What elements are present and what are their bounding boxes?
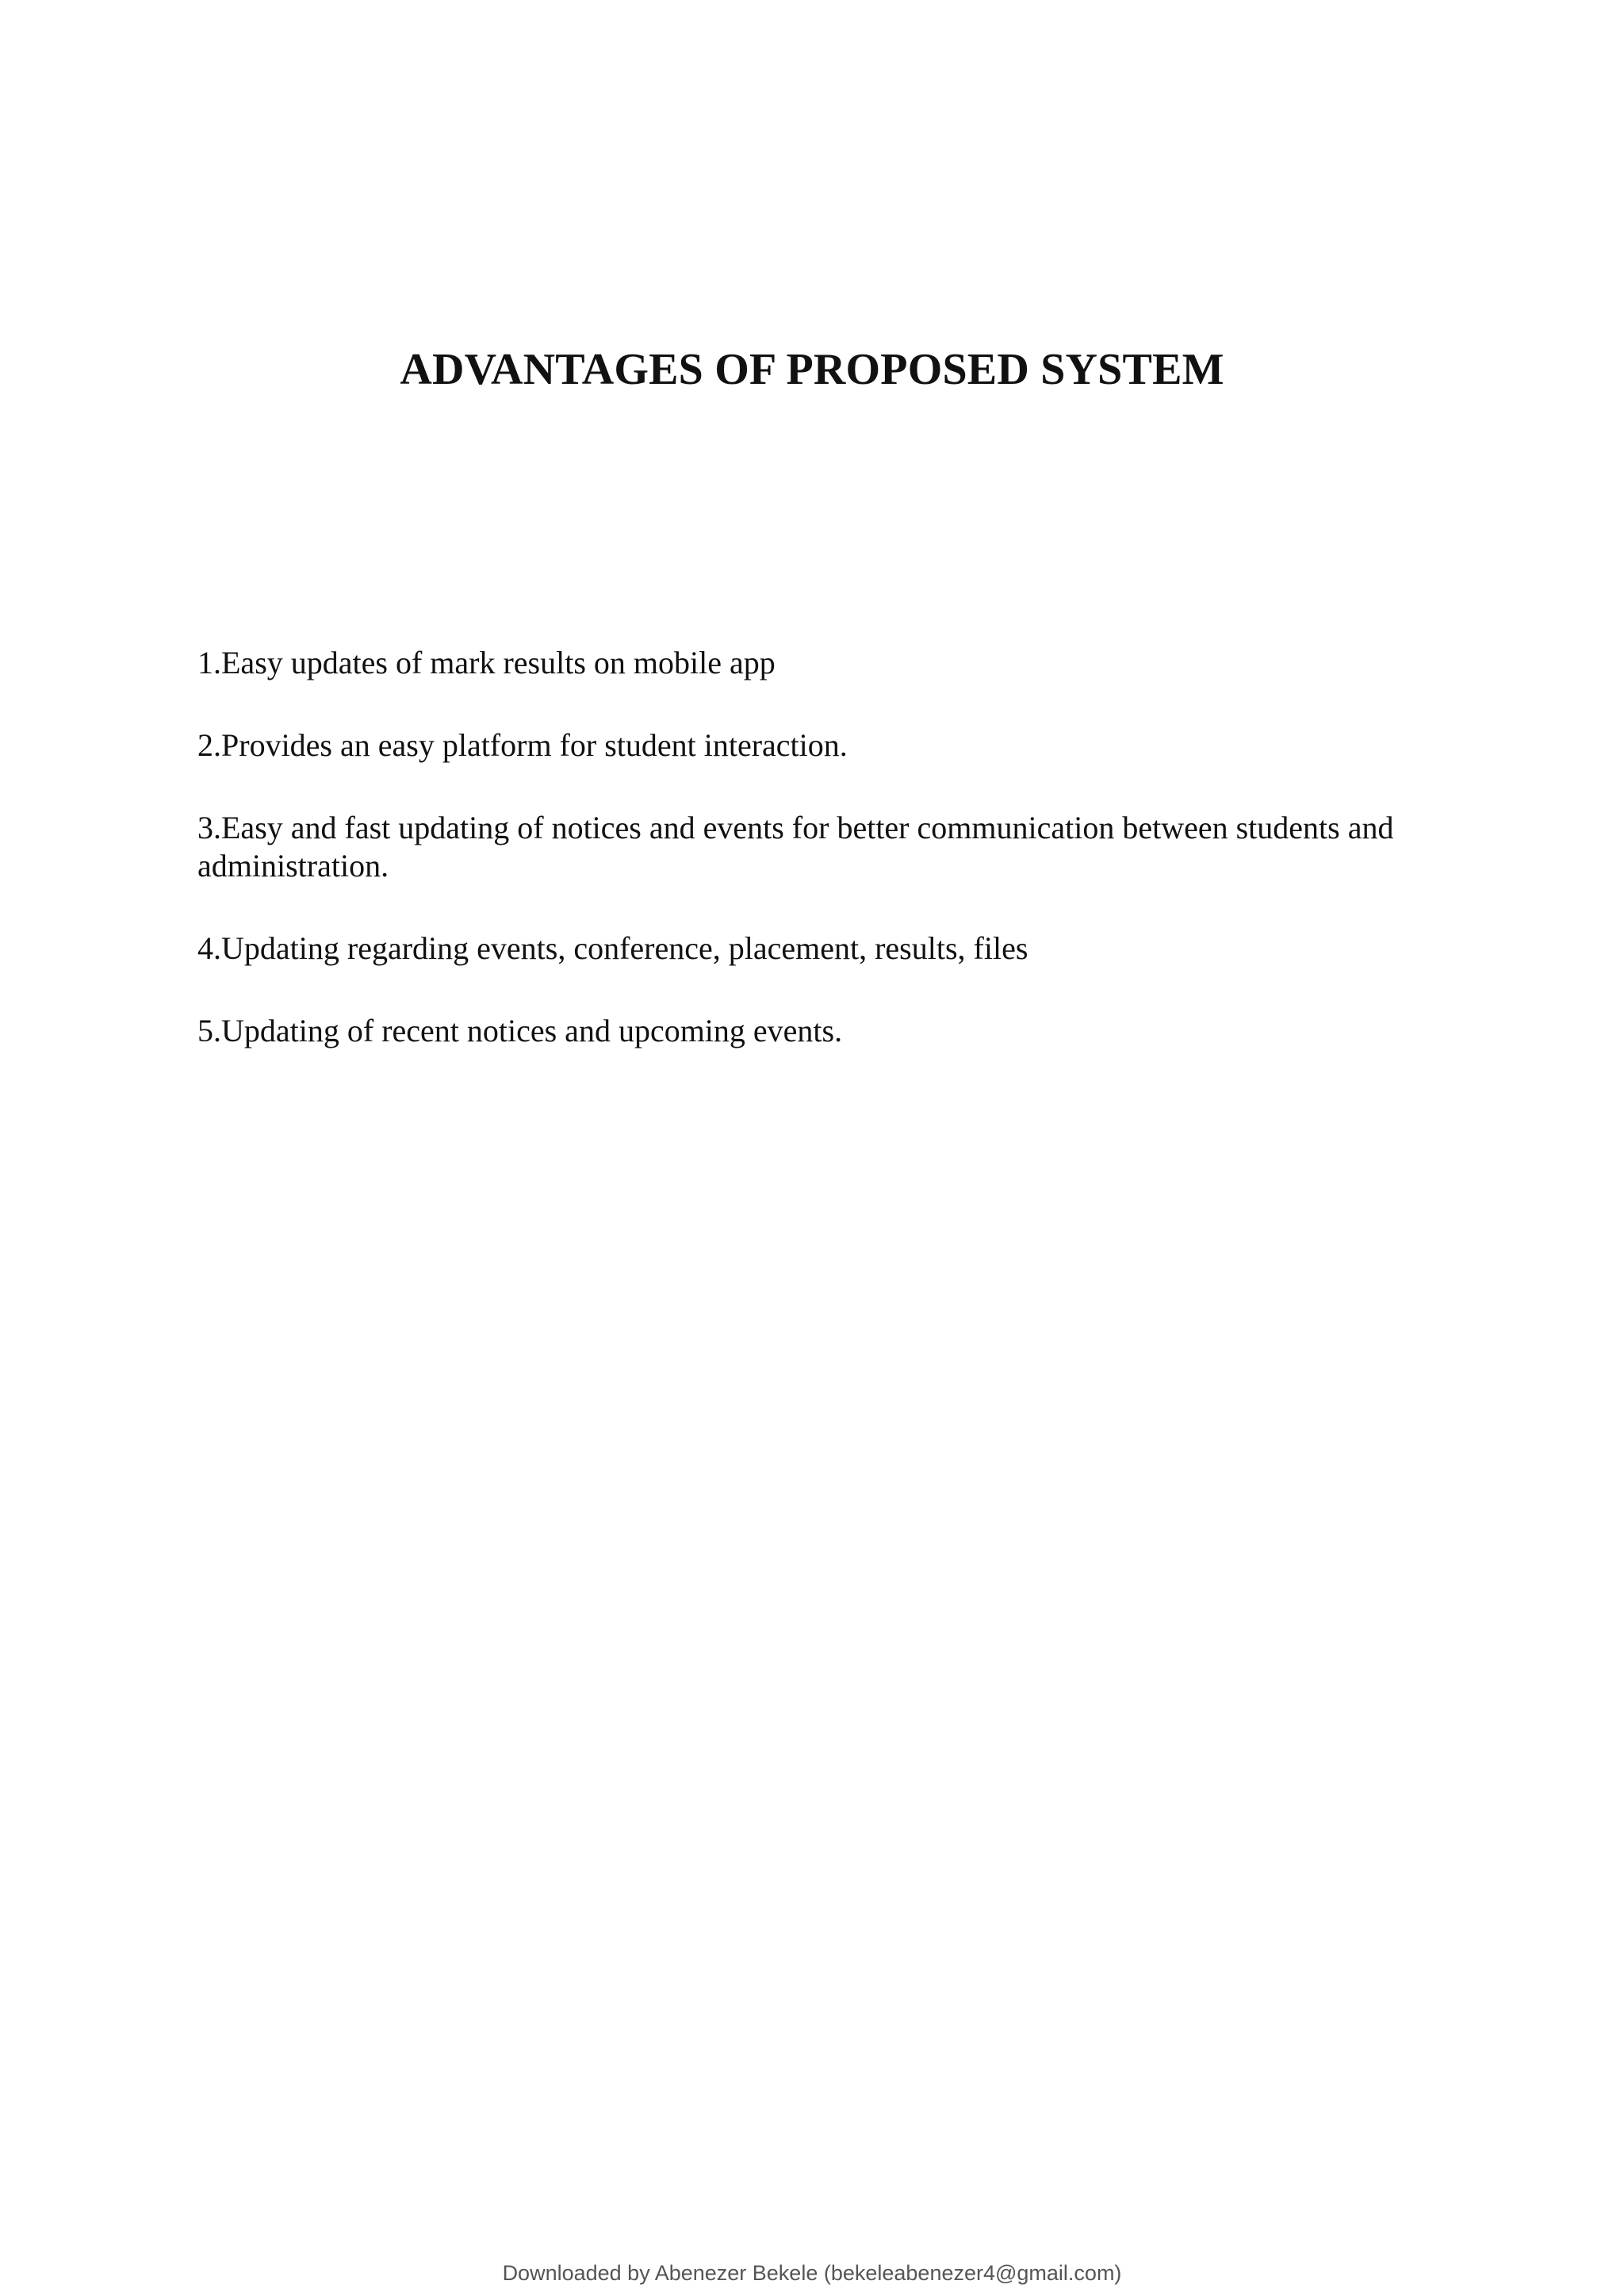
advantages-list [197,644,1434,1094]
list-item: 1.Easy updates of mark results on mobile app [197,645,776,680]
page-title: ADVANTAGES OF PROPOSED SYSTEM [400,345,1224,394]
download-footer: Downloaded by Abenezer Bekele (bekeleabenezer4@gmail.com) [502,2261,1122,2285]
list-item: 4.Updating regarding events, conference, placement, results, files [197,930,1028,966]
list-item: 3.Easy and fast updating of notices and events for better communication between students and administration. [197,810,1394,884]
list-item: 2.Provides an easy platform for student interaction. [197,727,848,763]
list-item: 5.Updating of recent notices and upcoming events. [197,1013,843,1048]
